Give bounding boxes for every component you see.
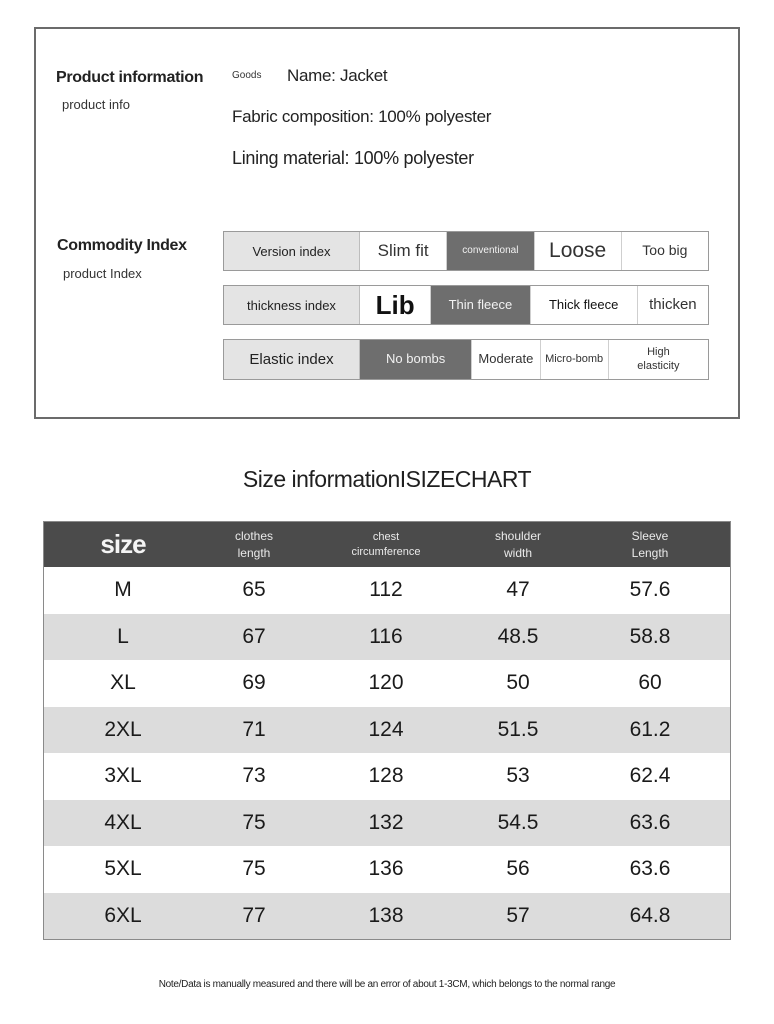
thickness-option-thicken: thicken bbox=[649, 295, 697, 313]
cell-size: XL bbox=[110, 671, 136, 695]
cell-size: 5XL bbox=[104, 857, 142, 881]
table-row bbox=[44, 614, 730, 661]
elastic-option-micro-bomb: Micro-bomb bbox=[541, 340, 609, 379]
size-table-body bbox=[44, 567, 730, 939]
cell-chest-circumference: 112 bbox=[369, 578, 403, 602]
version-index-label: Version index bbox=[224, 232, 360, 270]
version-option-loose: Loose bbox=[535, 232, 622, 270]
cell-clothes-length: 73 bbox=[242, 764, 266, 788]
cell-sleeve-length: 58.8 bbox=[629, 624, 671, 648]
version-index-row bbox=[223, 231, 709, 271]
cell-clothes-length: 75 bbox=[242, 810, 266, 834]
table-row bbox=[44, 800, 730, 847]
cell-clothes-length: 65 bbox=[242, 578, 266, 602]
table-row bbox=[44, 567, 730, 614]
elastic-option-moderate: Moderate bbox=[472, 340, 540, 379]
cell-shoulder-width: 50 bbox=[506, 671, 530, 695]
thickness-option-lib: Lib bbox=[360, 286, 431, 324]
cell-shoulder-width: 56 bbox=[506, 857, 530, 881]
elastic-option-no-bombs: No bombs bbox=[360, 340, 472, 379]
cell-clothes-length: 67 bbox=[242, 624, 266, 648]
product-info-panel bbox=[34, 27, 740, 419]
product-name: Name: Jacket bbox=[287, 66, 388, 85]
measurement-note: Note/Data is manually measured and there will be an error of about 1-3CM, which belongs to the normal range bbox=[158, 979, 616, 990]
cell-size: 4XL bbox=[104, 810, 142, 834]
cell-clothes-length: 77 bbox=[242, 903, 266, 927]
cell-shoulder-width: 47 bbox=[506, 578, 530, 602]
cell-size: 3XL bbox=[104, 764, 142, 788]
size-chart-title: Size informationISIZECHART bbox=[242, 466, 532, 492]
header-size: size bbox=[100, 528, 146, 559]
cell-chest-circumference: 132 bbox=[368, 810, 404, 834]
cell-chest-circumference: 120 bbox=[368, 671, 404, 695]
cell-size: 2XL bbox=[104, 717, 142, 741]
elastic-option-high-elasticity: High elasticity bbox=[637, 345, 680, 372]
elastic-index-label: Elastic index bbox=[224, 340, 360, 379]
elastic-index-row bbox=[223, 339, 709, 380]
lining-material: Lining material: 100% polyester bbox=[232, 148, 474, 168]
cell-sleeve-length: 62.4 bbox=[629, 764, 671, 788]
cell-chest-circumference: 138 bbox=[368, 903, 404, 927]
version-option-slim-fit: Slim fit bbox=[360, 232, 447, 270]
table-row bbox=[44, 707, 730, 754]
cell-chest-circumference: 116 bbox=[369, 624, 403, 648]
cell-sleeve-length: 61.2 bbox=[629, 717, 671, 741]
fabric-composition: Fabric composition: 100% polyester bbox=[232, 107, 492, 126]
thickness-option-thin-fleece: Thin fleece bbox=[431, 286, 530, 324]
header-sleeve-length: Sleeve Length bbox=[631, 529, 669, 560]
thickness-option-thick-fleece: Thick fleece bbox=[531, 286, 638, 324]
version-option-conventional: conventional bbox=[447, 232, 534, 270]
size-chart-table bbox=[43, 521, 731, 940]
cell-shoulder-width: 53 bbox=[506, 764, 530, 788]
cell-sleeve-length: 60 bbox=[638, 671, 662, 695]
cell-sleeve-length: 57.6 bbox=[629, 578, 671, 602]
cell-sleeve-length: 64.8 bbox=[629, 903, 671, 927]
cell-size: 6XL bbox=[104, 903, 142, 927]
cell-shoulder-width: 57 bbox=[506, 903, 530, 927]
header-chest-circumference: chest circumference bbox=[351, 530, 421, 558]
thickness-index-row bbox=[223, 285, 709, 325]
cell-chest-circumference: 136 bbox=[368, 857, 404, 881]
cell-shoulder-width: 48.5 bbox=[497, 624, 539, 648]
commodity-index-title: Commodity Index bbox=[57, 237, 187, 254]
cell-shoulder-width: 54.5 bbox=[497, 810, 539, 834]
table-row bbox=[44, 846, 730, 893]
thickness-index-label: thickness index bbox=[224, 286, 360, 324]
table-row bbox=[44, 753, 730, 800]
cell-clothes-length: 69 bbox=[242, 671, 266, 695]
size-table-header bbox=[44, 522, 730, 567]
cell-clothes-length: 75 bbox=[242, 857, 266, 881]
cell-size: L bbox=[117, 624, 129, 648]
table-row bbox=[44, 893, 730, 940]
product-info-subtitle: product info bbox=[62, 97, 130, 112]
table-row bbox=[44, 660, 730, 707]
goods-tag: Goods bbox=[232, 70, 262, 81]
product-info-title: Product information bbox=[56, 69, 204, 86]
commodity-index-subtitle: product Index bbox=[63, 266, 142, 281]
cell-chest-circumference: 124 bbox=[368, 717, 404, 741]
cell-sleeve-length: 63.6 bbox=[629, 810, 671, 834]
cell-sleeve-length: 63.6 bbox=[629, 857, 671, 881]
cell-shoulder-width: 51.5 bbox=[497, 717, 539, 741]
cell-clothes-length: 71 bbox=[242, 717, 266, 741]
header-shoulder-width: shoulder width bbox=[494, 529, 542, 560]
cell-chest-circumference: 128 bbox=[368, 764, 404, 788]
cell-size: M bbox=[114, 578, 132, 602]
header-clothes-length: clothes length bbox=[234, 529, 274, 560]
version-option-too-big: Too big bbox=[642, 242, 688, 259]
